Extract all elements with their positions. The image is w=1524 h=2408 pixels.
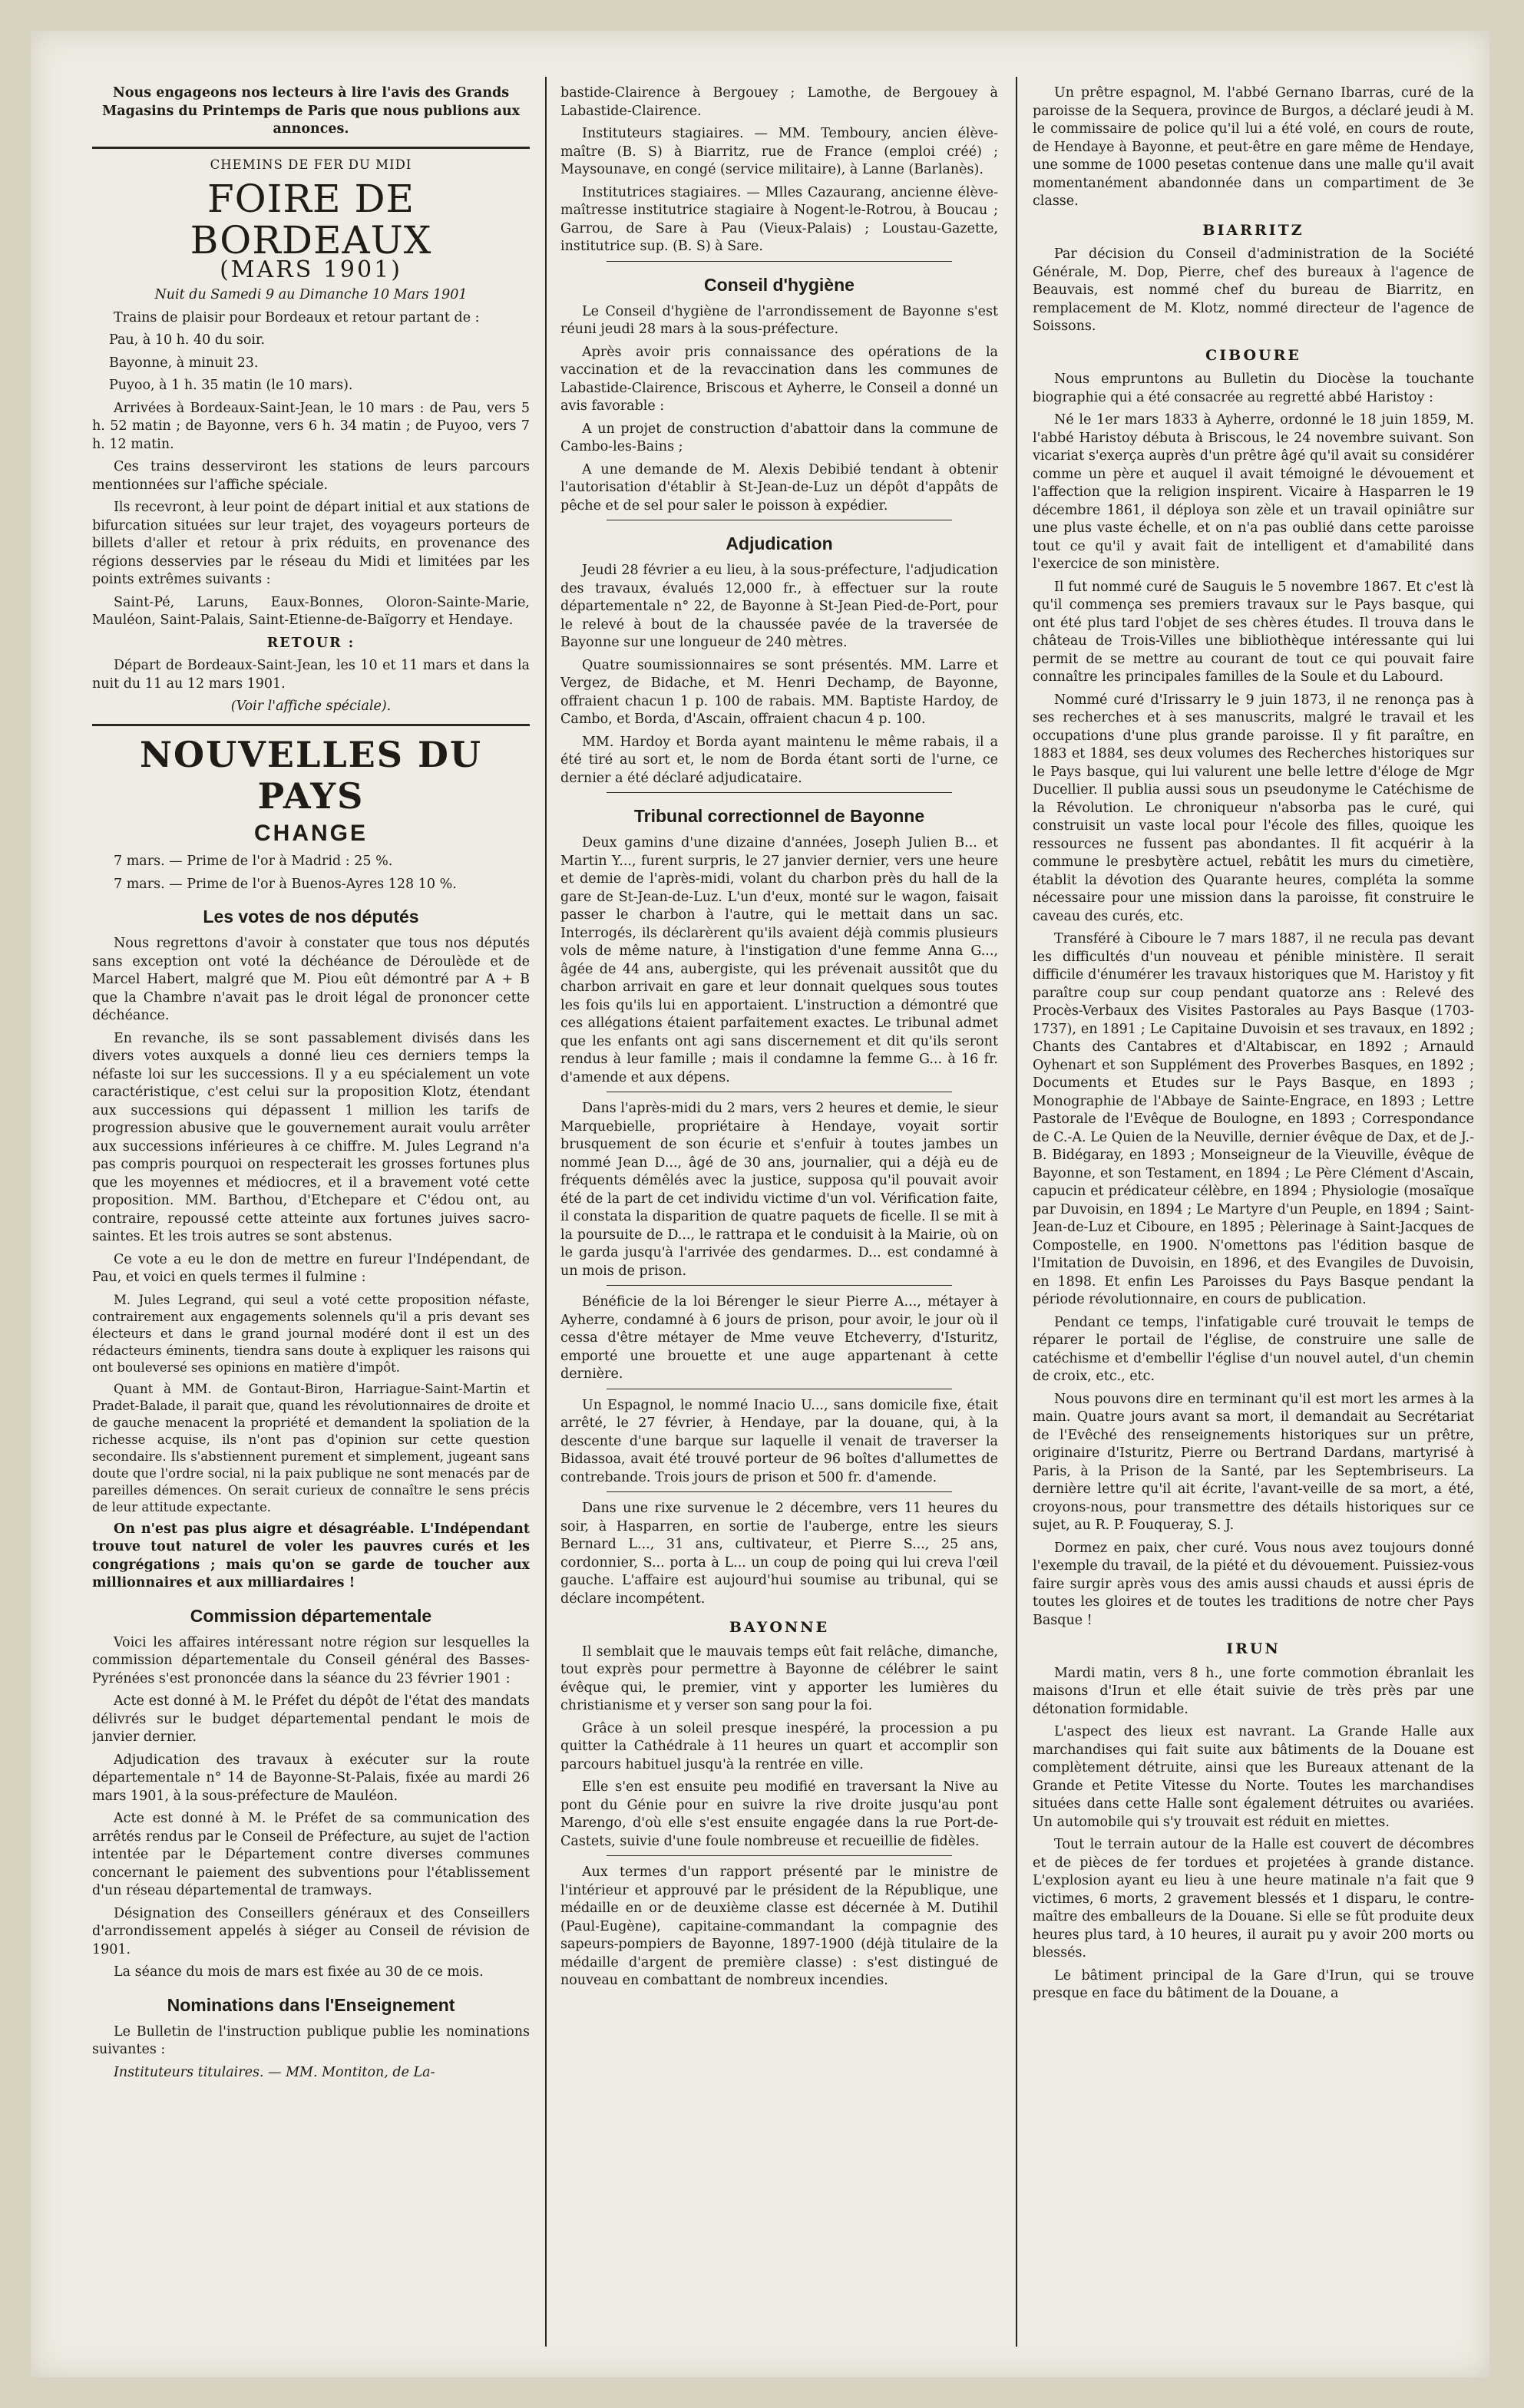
divider [92,147,530,149]
ciboure-paragraph: Nous pouvons dire en terminant qu'il est mort les armes à la main. Quatre jours avant sa mort, il demandait au Secrétariat de l'Evêché des renseignements historiques sur un prêtre, originaire d'Isturitz, Pierre ou Bertrand Dardans, martyrisé à Paris, à la Prison de la Santé, par les Septembriseurs. La dernière lettre qu'il ait écrite, l'avant-veille de sa mort, a été, croyons-nous, pour transmettre des détails historiques sur ce sujet, au R. P. Fouqueray, S. J. [1033,1391,1474,1533]
divider [607,792,952,793]
votes-paragraph: Nous regrettons d'avoir à constater que tous nos députés sans exception ont voté la déchéance de Déroulède et de Marcel Habert, malgré que M. Piou eût démontré par A + B que la Chambre n'avait pas le droit légal de prononcer cette déchéance. [92,936,530,1023]
tribunal-paragraph: Dans l'après-midi du 2 mars, vers 2 heures et demie, le sieur Marquebielle, propriétaire à Hendaye, voyait sortir brusquement de son écurie et s'enfuir à toutes jambes un nommé Jean D..., âgé de 30 ans, journalier, qui a déjà eu de fréquents démêlés avec la justice, supposa qu'il pouvait avoir été de la part de cet individu victime d'un vol. Vérification faite, il constata la disparition de quatre paquets de ficelle. Il se mit à la poursuite de D..., le rattrapa et le conduisit à la Mairie, où on le garda jusqu'à l'arrivée des gendarmes. D... est condamné à un mois de prison. [560,1101,998,1279]
hygiene-paragraph: A un projet de construction d'abattoir dans la commune de Cambo-les-Bains ; [560,421,998,454]
ciboure-paragraph: Il fut nommé curé de Sauguis le 5 novembre 1867. Et c'est là qu'il commença ses premiers travaux sur le Pays basque, qui ont été plus tard l'objet de ses chères études. Il trouva dans le château de Trois-Villes une bibliothèque intéressante qui lui permit de se mettre au courant de tout ce qui pouvait faire connaître les principales familles de la Soule et du Labourd. [1033,579,1474,685]
votes-paragraph: Ce vote a eu le don de mettre en fureur l'Indépendant, de Pau, et voici en quels termes il fulmine : [92,1251,530,1285]
votes-paragraph: En revanche, ils se sont passablement divisés dans les divers votes auxquels a donné lieu ces derniers temps la néfaste loi sur les successions. Il y a eu spécialement un vote caractéristique, c'est celui sur la proposition Klotz, étendant aux successions qui dépassent 1 million les tarifs de progression abusive que le gouvernement aurait voulu arrêter aux successions inférieures à ce chiffre. M. Jules Legrand n'a pas compris pourquoi on respecterait les grosses fortunes plus que les moyennes et médiocres, et il a bravement voté cette proposition. MM. Barthou, d'Etchepare et C'édou ont, au contraire, repoussé cette atteinte aux fortunes juives sacro-saintes. Et les trois autres se sont abstenus. [92,1030,530,1244]
biarritz-title: BIARRITZ [1202,221,1304,239]
column-1 [92,84,530,2347]
tribunal-paragraph: Un Espagnol, le nommé Inacio U..., sans domicile fixe, était arrêté, le 27 février, à Hendaye, par la douane, qui, à la descente d'une barque sur laquelle il venait de traverser la Bidassoa, avait été trouvé porteur de 96 boîtes d'allumettes de contrebande. Trois jours de prison et 500 fr. d'amende. [560,1397,998,1485]
foire-title: FOIRE DE BORDEAUX [190,176,432,263]
divider [92,724,530,726]
ciboure-paragraph: Nommé curé d'Irissarry le 9 juin 1873, il ne renonça pas à ses recherches et à ses manuscrits, malgré le travail et les occupations d'une plus grande paroisse. Il y fit paraître, en 1883 et 1884, ses deux volumes des Recherches historiques sur le Pays basque, qui lui valurent une belle lettre d'éloge de Mgr Ducellier. Il publia aussi sous un pseudonyme le Catéchisme de la Révolution. Le chroniqueur n'absorba pas le curé, qui construisit un vaste local pour l'école des filles, quoique les ressources ne fussent pas abondantes. Il fit acquérir à la commune le presbytère actuel, rebâtit les murs du cimetière, établit la dévotion des Quarante heures, compléta la somme nécessaire pour une mission dans la paroisse, fit construire le caveau des curés, etc. [1033,692,1474,924]
recevront: Ils recevront, à leur point de départ initial et aux stations de bifurcation situées sur leur trajet, des voyageurs porteurs de billets d'aller et retour à prix réduits, en provenance des régions desservies par le réseau du Midi et limitées par les points extrêmes suivants : [92,500,530,587]
commission-paragraph: Adjudication des travaux à exécuter sur la route départementale n° 14 de Bayonne-St-Palais, fixée au mardi 26 mars 1901, à la sous-préfecture de Mauléon. [92,1752,530,1804]
institutrices-stagiaires: Institutrices stagiaires. — Mlles Cazaurang, ancienne élève-maîtresse institutrice stagiaire à Nogent-le-Rotrou, à Boucau ; Garrou, de Sare à Pau (Vieux-Palais) ; Loustau-Gazette, institutrice sup. (B. S) à Sare. [560,184,998,254]
foire-date: (MARS 1901) [220,256,402,283]
column-3 [1033,84,1474,2347]
pretre-paragraph: Un prêtre espagnol, M. l'abbé Gernano Ibarras, curé de la paroisse de la Sequera, province de Burgos, a déclaré jeudi à M. le commissaire de police qu'il lui a été volé, en cours de route, de Hendaye à Bayonne, et peut-être en gare même de Hendaye, une somme de 1000 pesetas contenue dans une malle qu'il avait momentanément abandonnée dans un compartiment de 3e classe. [1033,85,1474,209]
bayonne-paragraph: Grâce à un soleil presque inespéré, la procession a pu quitter la Cathédrale à 11 heures un quart et accomplir son parcours habituel jusqu'à la rentrée en ville. [560,1720,998,1772]
votes-quote: Quant à MM. de Gontaut-Biron, Harriague-Saint-Martin et Pradet-Balade, il parait que, quand les révolutionnaires de droite et de gauche menacent la propriété et demandent la spoliation de la richesse acquise, ils n'ont pas d'opinion sur cette question secondaire. Ils s'abstiennent purement et simplement, jugeant sans doute que l'ordre social, ni la paix publique ne sont menacés par de pareilles démences. On serait curieux de connaître le sens précis de leur attitude expectante. [92,1381,530,1514]
divider [607,1855,952,1856]
commission-title: Commission départementale [190,1605,432,1626]
adjudication-paragraph: MM. Hardoy et Borda ayant maintenu le même rabais, il a été tiré au sort et, le nom de Borda étant sorti de l'urne, ce dernier a été déclaré adjudicataire. [560,734,998,786]
commission-paragraph: Acte est donné à M. le Préfet du dépôt de l'état des mandats délivrés sur le budget départemental pendant le mois de janvier dernier. [92,1693,530,1745]
stations: Ces trains desserviront les stations de leurs parcours mentionnées sur l'affiche spéciale. [92,459,530,493]
foire-nuit: Nuit du Samedi 9 au Dimanche 10 Mars 1901 [154,287,468,302]
bayonne-title: BAYONNE [729,1619,830,1636]
commission-paragraph: La séance du mois de mars est fixée au 30 de ce mois. [114,1964,484,1980]
retour-title: RETOUR : [266,635,355,651]
tribunal-paragraph: Bénéficie de la loi Bérenger le sieur Pierre A..., métayer à Ayherre, condamné à 6 jours de prison, pour avoir, le jour où il cessa d'être métayer de Mme veuve Etcheverry, d'Isturitz, emporté une brouette et une auge appartenant à cette dernière. [560,1294,998,1382]
change-line: 7 mars. — Prime de l'or à Buenos-Ayres 128 10 %. [114,876,457,892]
points: Saint-Pé, Laruns, Eaux-Bonnes, Oloron-Sainte-Marie, Mauléon, Saint-Palais, Saint-Etienne-de-Baïgorry et Hendaye. [92,594,530,628]
irun-paragraph: L'aspect des lieux est navrant. La Grande Halle aux marchandises qui fait suite aux bâtiments de la Douane est complètement détruite, ainsi que les Bureaux attenant de la Grande et Petite Vitesse du Norte. Toutes les marchandises situées dans cette Halle sont également détruites ou avariées. Un automobile qui s'y trouvait est réduit en miettes. [1033,1724,1474,1830]
intro-notice: Nous engageons nos lecteurs à lire l'avis des Grands Magasins du Printemps de Paris que nous publions aux annonces. [101,85,521,137]
nouvelles-title: NOUVELLES DU PAYS [140,733,482,817]
nominations-cont: bastide-Clairence à Bergouey ; Lamothe, de Bergouey à Labastide-Clairence. [560,85,998,119]
ciboure-title: CIBOURE [1205,346,1301,364]
rail-header: CHEMINS DE FER DU MIDI [210,157,412,172]
column-rule [1016,77,1017,2347]
adjudication-title: Adjudication [726,533,833,553]
departure: Bayonne, à minuit 23. [109,355,259,371]
retour-text: Départ de Bordeaux-Saint-Jean, les 10 et 11 mars et dans la nuit du 11 au 12 mars 1901. [92,658,530,692]
commission-paragraph: Acte est donné à M. le Préfet de sa communication des arrêtés rendus par le Conseil de Préfecture, au sujet de l'action intentée par le Département contre diverses communes concernant le paiement des subventions pour l'établissement d'un réseau départemental de tramways. [92,1811,530,1898]
hygiene-title: Conseil d'hygiène [704,274,855,295]
nominations-title: Nominations dans l'Enseignement [167,1994,455,2015]
commission-paragraph: Désignation des Conseillers généraux et des Conseillers d'arrondissement appelés à siéger au Conseil de révision de 1901. [92,1905,530,1957]
bayonne-paragraph: Elle s'en est ensuite peu modifié en traversant la Nive au pont du Génie pour en suivre la rive droite jusqu'au pont Marengo, d'où elle s'est ensuite engagée dans la rue Port-de-Castets, suivie d'une foule nombreuse et recueillie de fidèles. [560,1779,998,1849]
voir-affiche: (Voir l'affiche spéciale). [230,699,392,714]
ciboure-paragraph: Transféré à Ciboure le 7 mars 1887, il ne recula pas devant les difficultés d'un nouveau et pénible ministère. Il serait difficile d'énumérer les travaux historiques que M. Haristoy y fit paraître coup sur coup pendant quatorze ans : Relevé des Procès-Verbaux des Visites Pastorales au Pays Basque (1703-1737), en 1891 ; Le Capitaine Duvoisin et ses travaux, en 1892 ; Chants des Cantabres et d'Altabiscar, en 1892 ; Arnauld Oyhenart et son Supplément des Proverbes Basques, en 1892 ; Documents et Etudes sur le Pays Basque, en 1893 ; Monographie de l'Abbaye de Sainte-Engrace, en 1893 ; Lettre Pastorale de l'Evêque de Boulogne, en 1893 ; Correspondance de C.-A. Le Quien de la Neuville, dernier évêque de Dax, et de J.-B. Bidégaray, en 1893 ; Monseigneur de la Vieuville, évêque de Bayonne, et son Testament, en 1894 ; Le Père Clément d'Ascain, capucin et prédicateur célèbre, en 1894 ; Physiologie (mosaïque par Duvoisin, en 1894 ; Le Martyre d'un Peuple, en 1894 ; Saint-Jean-de-Luz et Ciboure, en 1895 ; Pèlerinage à Saint-Jacques de Compostelle, en 1900. N'omettons pas l'édition basque de l'Imitation de Duvoisin, en 1896, et des Evangiles de Duvoisin, en 1898. Et enfin Les Paroisses du Pays Basque pendant la période révolutionnaire, en cours de publication. [1033,931,1474,1307]
divider [607,1491,952,1492]
tribunal-title: Tribunal correctionnel de Bayonne [633,806,925,826]
tribunal-paragraph: Deux gamins d'une dizaine d'années, Joseph Julien B... et Martin Y..., furent surpris, le 27 janvier dernier, vers une heure et demie de l'après-midi, volant du charbon près du hall de la gare de St-Jean-de-Luz. L'un d'eux, monté sur le wagon, faisait passer le charbon à l'autre, qui le mettait dans un sac. Interrogés, ils déclarèrent qu'ils avaient déjà commis plusieurs vols de même nature, à l'instigation d'une femme Anna G..., âgée de 44 ans, aubergiste, qui les prévenait aussitôt que du charbon arrivait en gare et leur donnait quelques sous toutes les fois qu'ils lui en apportaient. L'instruction a démontré que ces allégations étaient parfaitement exactes. Le tribunal admet que les enfants ont agi sans discernement et dit qu'ils seront rendus à leur famille ; mais il condamne la femme G... à 16 fr. d'amende et aux dépens. [560,835,998,1085]
trains-intro: Trains de plaisir pour Bordeaux et retour partant de : [114,309,480,325]
departure: Puyoo, à 1 h. 35 matin (le 10 mars). [109,378,353,393]
irun-title: IRUN [1226,1640,1281,1657]
change-title: CHANGE [253,820,368,846]
divider [607,1285,952,1286]
irun-paragraph: Le bâtiment principal de la Gare d'Irun, qui se trouve presque en face du bâtiment de la Douane, a [1033,1967,1474,2001]
votes-quote: M. Jules Legrand, qui seul a voté cette proposition néfaste, contrairement aux engagements solennels qu'il a pris devant ses électeurs et dans le grand journal modéré dont il est un des rédacteurs éminents, tiendra sans doute à expliquer les raisons qui ont bouleversé ses opinions en matière d'impôt. [92,1292,530,1375]
adjudication-paragraph: Quatre soumissionnaires se sont présentés. MM. Larre et Vergez, de Bidache, et M. Henri Dechamp, de Bayonne, offraient chacun 1 p. 100 de rabais. MM. Baptiste Hardoy, de Cambo, et Borda, d'Ascain, offraient chacun 4 p. 100. [560,657,998,727]
ciboure-paragraph: Pendant ce temps, l'infatigable curé trouvait le temps de réparer le portail de l'église, de construire une salle de catéchisme et d'embellir l'église d'un nouvel autel, d'un chemin de croix, etc., etc. [1033,1314,1474,1384]
nominations-paragraph: Le Bulletin de l'instruction publique publie les nominations suivantes : [92,2023,530,2057]
irun-paragraph: Tout le terrain autour de la Halle est couvert de décombres et de pièces de fer tordues et projetées à grande distance. L'explosion ayant eu lieu à une heure matinale n'a fait que 9 victimes, 6 morts, 2 gravement blessés et 1 disparu, le contre-maître des emballeurs de la Douane. Si elle se fût produite deux heures plus tard, à 10 heures, il aurait pu y avoir 200 morts ou blessés. [1033,1837,1474,1960]
ciboure-paragraph: Nous empruntons au Bulletin du Diocèse la touchante biographie qui a été consacrée au regretté abbé Haristoy : [1033,372,1474,405]
ciboure-paragraph: Né le 1er mars 1833 à Ayherre, ordonné le 18 juin 1859, M. l'abbé Haristoy débuta à Briscous, le 24 novembre suivant. Son vicariat s'exerça auprès d'un prêtre âgé qu'il avait su considérer comme un père et auquel il avait témoigné le dévouement et l'affection que la religion inspirent. Vicaire à Hasparren le 19 décembre 1861, il déploya son zèle et un travail opiniâtre sur une plus vaste échelle, et on n'a pas oublié dans cette paroisse tout ce qu'il y avait fait de intelligent et d'amabilité dans l'exercice de son ministère. [1033,412,1474,572]
hygiene-paragraph: A une demande de M. Alexis Debibié tendant à obtenir l'autorisation d'établir à St-Jean-de-Luz un dépôt d'appâts de pêche et de sel pour saler le poisson à expédier. [560,461,998,514]
bayonne-paragraph: Il semblait que le mauvais temps eût fait relâche, dimanche, tout exprès pour permettre à Bayonne de célébrer le saint évêque qui, le premier, vint y apporter les lumières du christianisme et y verser son sang pour la foi. [560,1643,998,1713]
newspaper-page [31,31,1489,2377]
column-rule [545,77,547,2347]
ciboure-paragraph: Dormez en paix, cher curé. Vous nous avez toujours donné l'exemple du travail, de la piété et du dévouement. Puissiez-vous faire surgir après vous des amis aussi chauds et aussi épris de toutes les gloires et de toutes les traditions de notre cher Pays Basque ! [1033,1540,1474,1628]
nominations-paragraph: Instituteurs titulaires. — MM. Montiton, de La- [114,2064,435,2080]
votes-paragraph: On n'est pas plus aigre et désagréable. L'Indépendant trouve tout naturel de voler les pauvres curés et les congrégations ; mais qu'on se garde de toucher aux millionnaires et aux milliardaires ! [92,1521,530,1590]
departure: Pau, à 10 h. 40 du soir. [109,332,266,348]
hygiene-paragraph: Après avoir pris connaissance des opérations de la vaccination et de la revaccination dans les communes de Labastide-Clairence, Briscous et Ayherre, le Conseil a donné un avis favorable : [560,344,998,414]
change-line: 7 mars. — Prime de l'or à Madrid : 25 %. [114,854,393,869]
bayonne-paragraph: Aux termes d'un rapport présenté par le ministre de l'intérieur et approuvé par le président de la République, une médaille en or de deuxième classe est décernée à M. Dutihil (Paul-Eugène), capitaine-commandant la compagnie des sapeurs-pompiers de Bayonne, 1897-1900 (déjà titulaire de la médaille d'argent de première classe) : s'est distingué de nouveau en combattant de nombreux incendies. [560,1865,998,1988]
irun-paragraph: Mardi matin, vers 8 h., une forte commotion ébranlait les maisons d'Irun et elle était suivie de très près par une détonation formidable. [1033,1665,1474,1717]
arrivals: Arrivées à Bordeaux-Saint-Jean, le 10 mars : de Pau, vers 5 h. 52 matin ; de Bayonne, vers 6 h. 34 matin ; de Puyoo, vers 7 h. 12 matin. [92,400,530,452]
hygiene-paragraph: Le Conseil d'hygiène de l'arrondissement de Bayonne s'est réuni jeudi 28 mars à la sous-préfecture. [560,303,998,337]
biarritz-paragraph: Par décision du Conseil d'administration de la Société Générale, M. Dop, Pierre, chef des bureaux à l'agence de Beauvais, est nommé chef du bureau de Biarritz, en remplacement de M. Klotz, nommé directeur de l'agence de Soissons. [1033,246,1474,334]
divider [607,261,952,262]
votes-title: Les votes de nos députés [203,907,419,927]
commission-paragraph: Voici les affaires intéressant notre région sur lesquelles la commission départementale du Conseil général des Basses-Pyrénées s'est prononcée dans la séance du 23 février 1901 : [92,1634,530,1686]
adjudication-paragraph: Jeudi 28 février a eu lieu, à la sous-préfecture, l'adjudication des travaux, évalués 12,000 fr., à effectuer sur la route départementale n° 22, de Bayonne à St-Jean Pied-de-Port, pour le relevé à bout de la chaussée pavée de la traversée de Bayonne sur une longueur de 240 mètres. [560,563,998,650]
tribunal-paragraph: Dans une rixe survenue le 2 décembre, vers 11 heures du soir, à Hasparren, en sortie de l'auberge, entre les sieurs Bernard L..., 31 ans, cultivateur, et Pierre S..., 25 ans, cordonnier, S... porta à L... un coup de poing qui lui creva l'œil gauche. L'affaire est aujourd'hui soumise au tribunal, qui se déclare incompétent. [560,1501,998,1607]
column-2 [560,84,998,2347]
instituteurs-stagiaires: Instituteurs stagiaires. — MM. Temboury, ancien élève-maître (B. S) à Biarritz, rue de France (emploi créé) ; Maysounave, en congé (service militaire), à Lanne (Barlanès). [560,126,998,177]
